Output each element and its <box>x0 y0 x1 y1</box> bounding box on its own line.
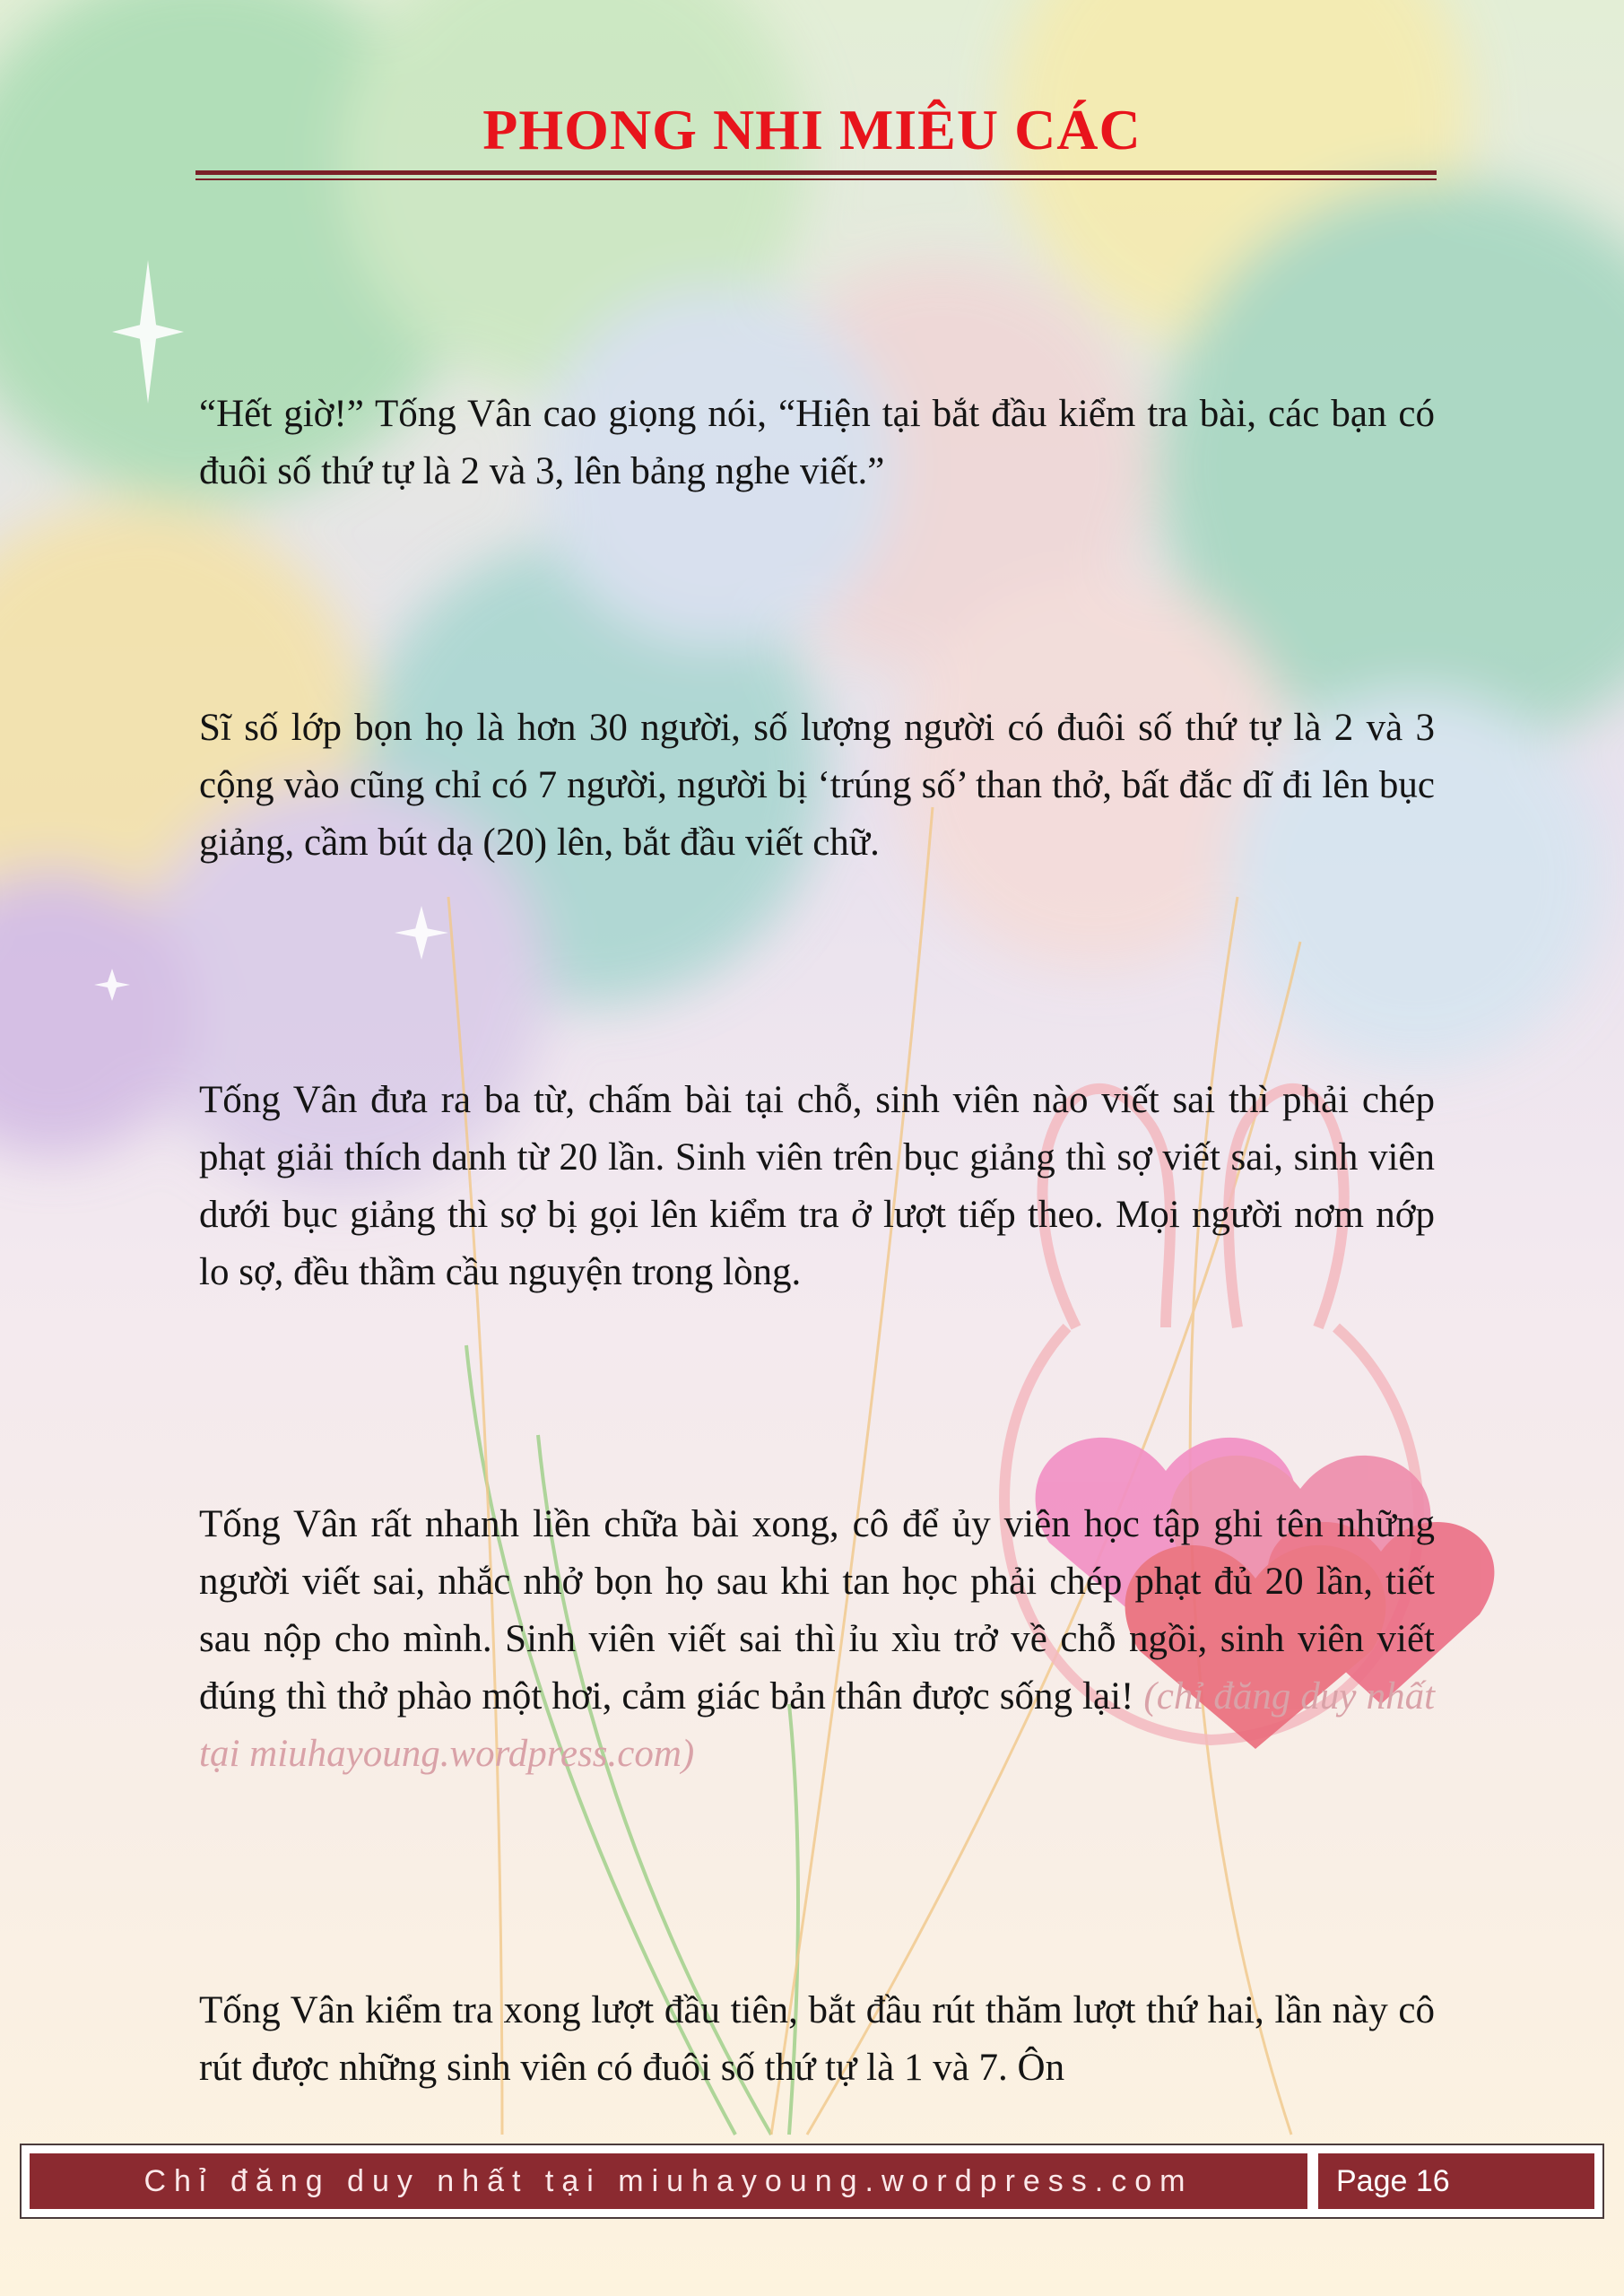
paragraph-1: “Hết giờ!” Tống Vân cao giọng nói, “Hiện tại bắt đầu kiểm tra bài, các bạn có đuôi số thứ tự là 2 và 3, lên bảng nghe viết.” <box>199 393 1435 492</box>
paragraph-2: Sĩ số lớp bọn họ là hơn 30 người, số lượng người có đuôi số thứ tự là 2 và 3 cộng vào cũng chỉ có 7 người, người bị ‘trúng số’ than thở, bất đắc dĩ đi lên bục giảng, cầm bút dạ (20) lên, bắt đầu viết chữ. <box>199 707 1435 864</box>
paragraph-4-text: Tống Vân rất nhanh liền chữa bài xong, cô để ủy viên học tập ghi tên những người viết sai, nhắc nhở bọn họ sau khi tan học phải chép phạt đủ 20 lần, tiết sau nộp cho mình. Sinh viên viết sai thì ỉu xìu trở về chỗ ngồi, sinh viên viết đúng thì thở phào một hơi, cảm giác bản thân được sống lại! <box>199 1503 1435 1718</box>
paragraph-3: Tống Vân đưa ra ba từ, chấm bài tại chỗ, sinh viên nào viết sai thì phải chép phạt giải thích danh từ 20 lần. Sinh viên trên bục giảng thì sợ viết sai, sinh viên dưới bục giảng thì sợ bị gọi lên kiểm tra ở lượt tiếp theo. Mọi người nơm nớp lo sợ, đều thầm cầu nguyện trong lòng. <box>199 1079 1435 1293</box>
paragraph-4 <box>199 1496 1435 1783</box>
paragraph-5: Tống Vân kiểm tra xong lượt đầu tiên, bắt đầu rút thăm lượt thứ hai, lần này cô rút được những sinh viên có đuôi số thứ tự là 1 và 7. Ôn <box>199 1989 1435 2089</box>
page-number: Page 16 <box>1318 2153 1594 2209</box>
watermark-note: (chỉ đăng duy nhất tại miuhayoung.wordpress.com) <box>199 1675 1436 1775</box>
header-divider-thin <box>195 178 1437 180</box>
page-title: PHONG NHI MIÊU CÁC <box>482 98 1142 161</box>
footer-site-text: Chỉ đăng duy nhất tại miuhayoung.wordpress.com <box>30 2153 1307 2209</box>
header-divider <box>195 170 1437 175</box>
